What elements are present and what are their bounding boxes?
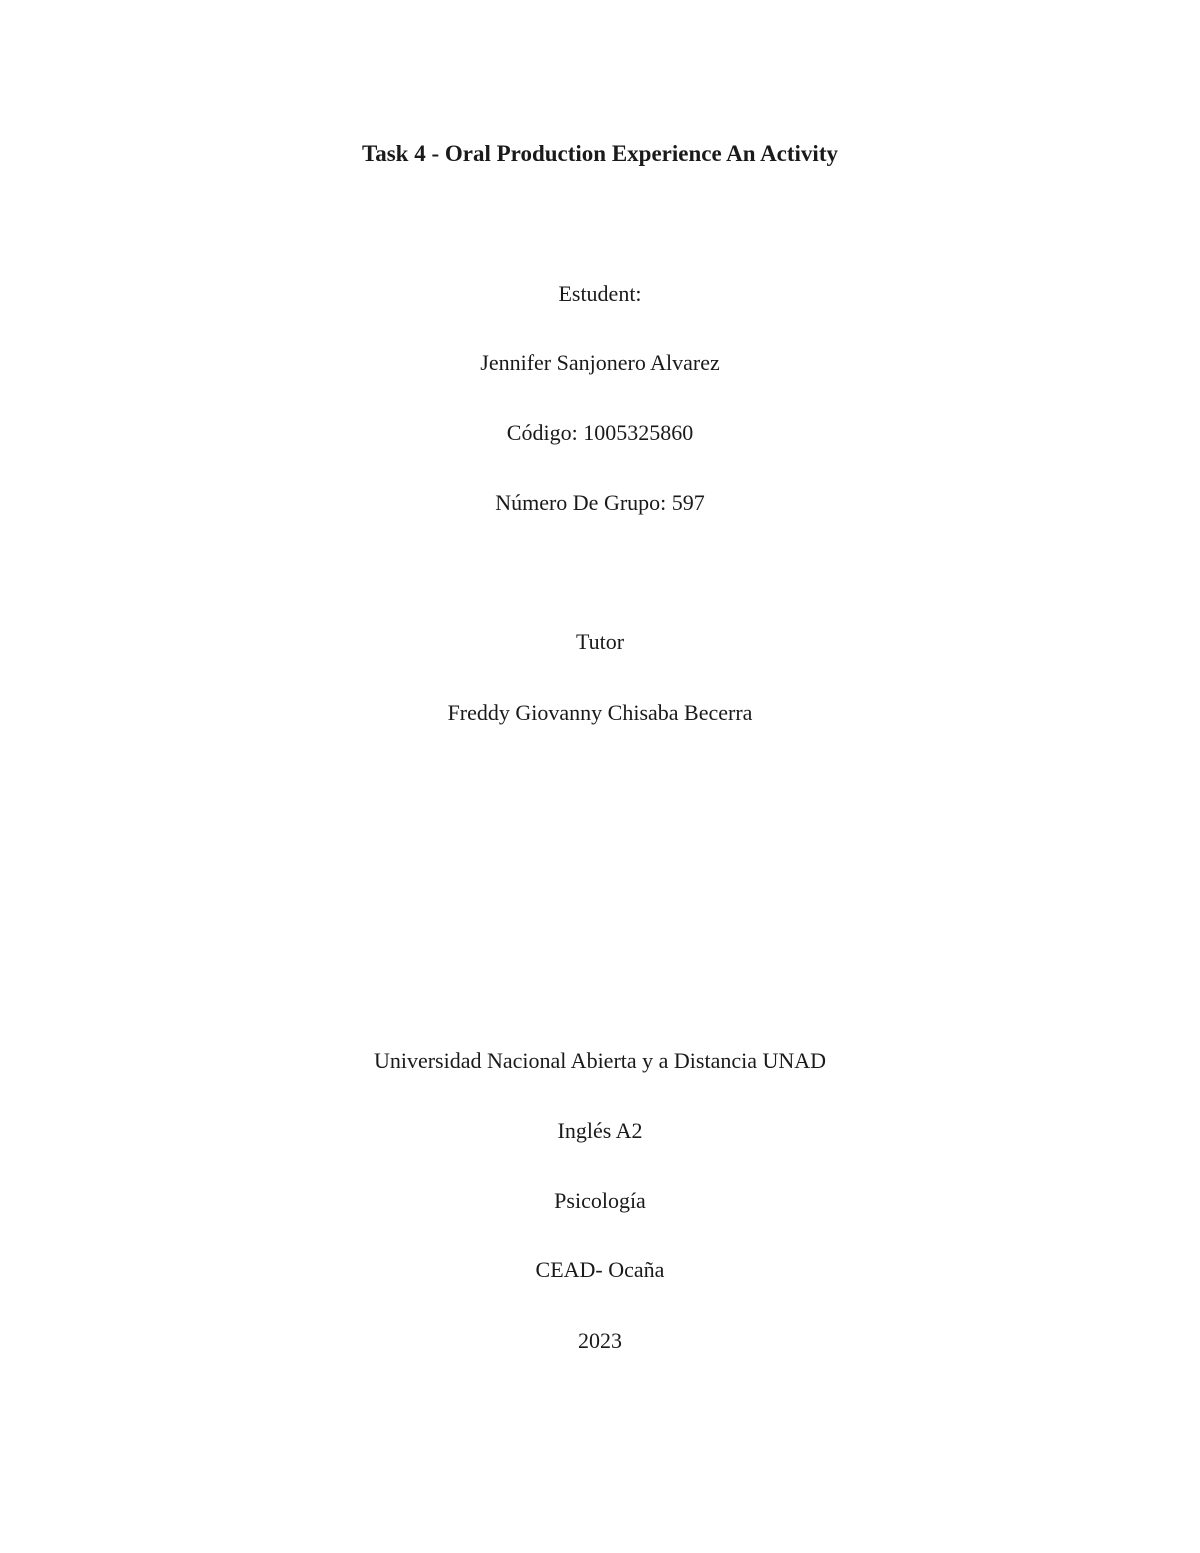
document-title: Task 4 - Oral Production Experience An Activity [362,141,838,166]
course-name: Inglés A2 [557,1118,643,1143]
student-name: Jennifer Sanjonero Alvarez [480,350,720,375]
program-name: Psicología [554,1188,646,1213]
tutor-label: Tutor [575,629,625,654]
tutor-name: Freddy Giovanny Chisaba Becerra [447,700,753,725]
university-name: Universidad Nacional Abierta y a Distancia UNAD [373,1048,827,1073]
center-name: CEAD- Ocaña [535,1257,665,1282]
group-number: Número De Grupo: 597 [495,490,705,515]
student-code: Código: 1005325860 [506,420,694,445]
student-label: Estudent: [558,281,642,306]
document-year: 2023 [578,1328,622,1353]
